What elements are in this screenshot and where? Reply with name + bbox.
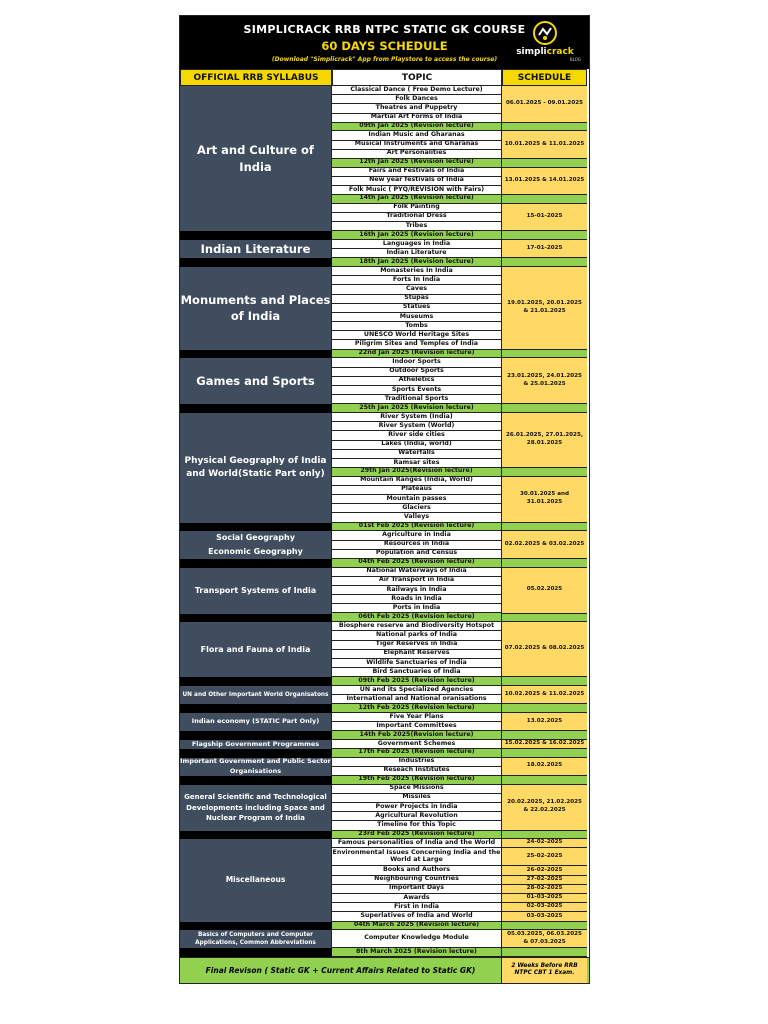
topic-cell: Piligrim Sites and Temples of India (332, 340, 502, 349)
schedule-column (502, 839, 587, 930)
topic-cell: Famous personalities of India and the World (332, 839, 502, 848)
schedule-cell: 06.01.2025 - 09.01.2025 (502, 86, 587, 123)
schedule-cell: 26-02-2025 (502, 866, 587, 875)
syllabus-section (180, 413, 589, 531)
syllabus-title: Indian economy (STATIC Part Only) (180, 713, 332, 731)
syllabus-title: Games and Sports (180, 358, 332, 404)
topic-column (332, 267, 502, 358)
topic-cell: Air Transport in India (332, 577, 502, 586)
column-header-syllabus: OFFICIAL RRB SYLLABUS (180, 69, 332, 86)
revision-schedule-cell (502, 231, 587, 240)
syllabus-section (180, 240, 589, 267)
section-divider (180, 258, 332, 267)
revision-lecture-cell: 29th Jan 2025(Revision lecture) (332, 468, 502, 477)
topic-cell: Fairs and Festivals of India (332, 168, 502, 177)
syllabus-title: Monuments and Places of India (180, 267, 332, 350)
topic-cell: Monasteries In India (332, 267, 502, 276)
section-divider (180, 704, 332, 713)
topic-cell: Art Personalities (332, 150, 502, 159)
syllabus-column (180, 267, 332, 358)
schedule-column (502, 686, 587, 713)
topic-cell: First in India (332, 903, 502, 912)
topic-cell: Biosphere reserve and Biodiversity Hotspot (332, 622, 502, 631)
schedule-subtitle: 60 DAYS SCHEDULE (321, 39, 448, 53)
topic-cell: Mountain Ranges (India, World) (332, 477, 502, 486)
topic-cell: Government Schemes (332, 740, 502, 749)
revision-lecture-cell: 04th March 2025 (Revision lecture) (332, 922, 502, 931)
syllabus-column (180, 622, 332, 686)
revision-lecture-cell: 12th Feb 2025 (Revision lecture) (332, 704, 502, 713)
topic-column (332, 531, 502, 567)
topic-cell: Ports in India (332, 604, 502, 613)
revision-schedule-cell (502, 704, 587, 713)
schedule-cell: 17-01-2025 (502, 240, 587, 258)
topic-column (332, 358, 502, 413)
revision-lecture-cell: 8th March 2025 (Revision lecture) (332, 948, 502, 957)
schedule-cell: 26.01.2025, 27.01.2025, 28.01.2025 (502, 413, 587, 468)
schedule-column (502, 930, 587, 957)
section-divider (180, 922, 332, 931)
revision-schedule-cell (502, 523, 587, 532)
topic-column (332, 740, 502, 758)
topic-cell: Awards (332, 894, 502, 903)
topic-column (332, 785, 502, 840)
final-revision-text: Final Revison ( Static GK + Current Affairs Related to Static GK) (180, 958, 502, 983)
topic-cell: Mountain passes (332, 495, 502, 504)
schedule-cell: 24-02-2025 (502, 839, 587, 848)
schedule-column (502, 413, 587, 531)
section-divider (180, 948, 332, 957)
section-divider (180, 404, 332, 413)
topic-cell: Folk Dances (332, 95, 502, 104)
topic-cell: Traditional Sports (332, 395, 502, 404)
revision-schedule-cell (502, 776, 587, 785)
section-divider (180, 731, 332, 740)
syllabus-section (180, 740, 589, 758)
topic-cell: Wildlife Sanctuaries of India (332, 659, 502, 668)
topic-cell: Valleys (332, 513, 502, 522)
final-revision-row (180, 957, 589, 983)
syllabus-section (180, 713, 589, 740)
schedule-cell: 01-03-2025 (502, 894, 587, 903)
syllabus-title: Flora and Fauna of India (180, 622, 332, 677)
schedule-cell: 10.01.2025 & 11.01.2025 (502, 131, 587, 159)
section-divider (180, 559, 332, 568)
syllabus-column (180, 686, 332, 713)
syllabus-title-part: Social Geography (216, 533, 295, 543)
topic-cell: Stupas (332, 295, 502, 304)
topic-cell: Computer Knowledge Module (332, 930, 502, 948)
topic-cell: River side cities (332, 431, 502, 440)
topic-cell: River System (India) (332, 413, 502, 422)
section-divider (180, 231, 332, 240)
topic-cell: UN and its Specialized Agencies (332, 686, 502, 695)
topic-cell: UNESCO World Heritage Sites (332, 331, 502, 340)
schedule-column (502, 86, 587, 240)
syllabus-title (180, 531, 332, 559)
schedule-column (502, 785, 587, 840)
revision-lecture-cell: 06th Feb 2025 (Revision lecture) (332, 613, 502, 622)
section-divider (180, 350, 332, 359)
topic-cell: Industries (332, 758, 502, 767)
schedule-cell: 05.03.2025, 06.03.2025 & 07.03.2025 (502, 930, 587, 948)
course-title: SIMPLICRACK RRB NTPC STATIC GK COURSE (243, 23, 526, 36)
topic-cell: Important Committees (332, 722, 502, 731)
section-divider (180, 677, 332, 686)
section-divider (180, 776, 332, 785)
syllabus-section (180, 358, 589, 413)
revision-schedule-cell (502, 195, 587, 204)
topic-cell: Glaciers (332, 504, 502, 513)
topic-cell: Indian Music and Gharanas (332, 131, 502, 140)
section-divider (180, 831, 332, 840)
topic-cell: Superlatives of India and World (332, 912, 502, 921)
syllabus-column (180, 713, 332, 740)
schedule-cell: 19.01.2025, 20.01.2025 & 21.01.2025 (502, 267, 587, 350)
topic-column (332, 758, 502, 785)
syllabus-title: Indian Literature (180, 240, 332, 258)
topic-cell: Museums (332, 313, 502, 322)
revision-schedule-cell (502, 922, 587, 931)
revision-schedule-cell (502, 123, 587, 132)
topic-cell: Forts In India (332, 276, 502, 285)
schedule-cell: 30.01.2025 and 31.01.2025 (502, 477, 587, 523)
topic-column (332, 86, 502, 240)
revision-schedule-cell (502, 749, 587, 758)
topic-cell: Timeline for this Topic (332, 821, 502, 830)
schedule-cell: 15-01-2025 (502, 204, 587, 232)
topic-cell: International and National oranisations (332, 695, 502, 704)
topic-cell: Languages in India (332, 240, 502, 249)
schedule-column (502, 267, 587, 358)
schedule-cell: 02.02.2025 & 03.02.2025 (502, 531, 587, 559)
syllabus-section (180, 531, 589, 567)
topic-cell: Sports Events (332, 386, 502, 395)
simplicrack-logo (509, 20, 581, 65)
schedule-cell: 25-02-2025 (502, 848, 587, 866)
schedule-cell: 15.02.2025 & 16.02.2025 (502, 740, 587, 749)
syllabus-section (180, 267, 589, 358)
syllabus-column (180, 413, 332, 531)
logo-mascot-icon (532, 20, 558, 46)
syllabus-title: Transport Systems of India (180, 568, 332, 614)
syllabus-column (180, 758, 332, 785)
revision-lecture-cell: 14th Feb 2025(Revision lecture) (332, 731, 502, 740)
topic-column (332, 413, 502, 531)
topic-cell: Folk Painting (332, 204, 502, 213)
topic-cell: Theatres and Puppetry (332, 104, 502, 113)
logo-blog-tag: BLOG (569, 57, 581, 62)
topic-cell: National Waterways of India (332, 568, 502, 577)
topic-cell: Indian Literature (332, 249, 502, 258)
topic-cell: Classical Dance ( Free Demo Lecture) (332, 86, 502, 95)
topic-cell: Folk Music ( PYQ/REVISION with Fairs) (332, 186, 502, 195)
topic-cell: Indoor Sports (332, 358, 502, 367)
revision-lecture-cell: 01st Feb 2025 (Revision lecture) (332, 523, 502, 532)
syllabus-section (180, 930, 589, 957)
topic-cell: Reseach Institutes (332, 767, 502, 776)
topic-column (332, 622, 502, 686)
topic-column (332, 686, 502, 713)
topic-column (332, 930, 502, 957)
syllabus-title: Art and Culture of India (180, 86, 332, 231)
syllabus-title: General Scientific and Technological Developments including Space and Nuclear Program of India (180, 785, 332, 831)
schedule-cell: 02-03-2025 (502, 903, 587, 912)
revision-schedule-cell (502, 350, 587, 359)
revision-lecture-cell: 25th Jan 2025 (Revision lecture) (332, 404, 502, 413)
header-banner (180, 16, 589, 69)
revision-lecture-cell: 09th Feb 2025 (Revision lecture) (332, 677, 502, 686)
schedule-column (502, 713, 587, 740)
syllabus-title: Important Government and Public Sector Organisations (180, 757, 331, 775)
topic-cell: Atheletics (332, 377, 502, 386)
topic-cell: Railways in India (332, 586, 502, 595)
topic-cell: Elephant Reserves (332, 650, 502, 659)
revision-schedule-cell (502, 948, 587, 957)
topic-cell: New year festivals of India (332, 177, 502, 186)
topic-cell: Plateaus (332, 486, 502, 495)
topic-cell: River System (World) (332, 422, 502, 431)
section-divider (180, 523, 332, 532)
revision-schedule-cell (502, 404, 587, 413)
syllabus-column (180, 785, 332, 840)
column-header-schedule: SCHEDULE (502, 69, 587, 86)
syllabus-section (180, 622, 589, 686)
revision-lecture-cell: 09th Jan 2025 (Revision lecture) (332, 123, 502, 132)
section-divider (180, 614, 332, 623)
schedule-cell: 05.02.2025 (502, 568, 587, 614)
topic-cell: Bird Sanctuaries of India (332, 668, 502, 677)
revision-lecture-cell: 14th Jan 2025 (Revision lecture) (332, 195, 502, 204)
topic-column (332, 240, 502, 267)
revision-lecture-cell: 19th Feb 2025 (Revision lecture) (332, 776, 502, 785)
revision-schedule-cell (502, 559, 587, 568)
revision-lecture-cell: 12th Jan 2025 (Revision lecture) (332, 159, 502, 168)
schedule-column (502, 568, 587, 623)
logo-wordmark: simplicrack (516, 47, 574, 57)
revision-lecture-cell: 16th Jan 2025 (Revision lecture) (332, 231, 502, 240)
topic-cell: Environmental Issues Concerning India and the World at Large (332, 848, 502, 866)
column-header-topic: TOPIC (332, 69, 502, 86)
schedule-cell: 18.02.2025 (502, 758, 587, 776)
syllabus-title: Flagship Government Programmes (180, 740, 332, 749)
topic-cell: Waterfalls (332, 450, 502, 459)
syllabus-title-part: Economic Geography (208, 547, 303, 557)
syllabus-section (180, 568, 589, 623)
schedule-cell: 27-02-2025 (502, 876, 587, 885)
schedule-column (502, 622, 587, 686)
topic-cell: Traditional Dress (332, 213, 502, 222)
schedule-column (502, 758, 587, 785)
topic-cell: Musical Instruments and Gharanas (332, 141, 502, 150)
topic-cell: National parks of India (332, 631, 502, 640)
schedule-body (180, 86, 589, 957)
revision-schedule-cell (502, 468, 587, 477)
topic-column (332, 839, 502, 930)
syllabus-column (180, 358, 332, 413)
topic-cell: Population and Census (332, 550, 502, 559)
topic-cell: Resources in India (332, 541, 502, 550)
topic-cell: Five Year Plans (332, 713, 502, 722)
download-note: (Download "Simplicrack" App from Playstore to access the course) (271, 56, 498, 63)
topic-cell: Tiger Reserves in India (332, 641, 502, 650)
syllabus-section (180, 839, 589, 930)
schedule-sheet (179, 15, 590, 984)
schedule-column (502, 740, 587, 758)
revision-schedule-cell (502, 614, 587, 623)
schedule-cell: 20.02.2025, 21.02.2025 & 22.02.2025 (502, 785, 587, 831)
syllabus-title: UN and Other Important World Organisatons (180, 686, 332, 704)
schedule-column (502, 240, 587, 267)
schedule-cell: 28-02-2025 (502, 885, 587, 894)
topic-cell: Caves (332, 285, 502, 294)
syllabus-column (180, 930, 332, 957)
syllabus-section (180, 86, 589, 240)
topic-cell: Agriculture in India (332, 531, 502, 540)
revision-schedule-cell (502, 731, 587, 740)
topic-cell: Ramsar sites (332, 459, 502, 468)
topic-cell: Important Days (332, 885, 502, 894)
syllabus-title: Physical Geography of India and World(Static Part only) (180, 413, 332, 523)
syllabus-column (180, 531, 332, 567)
revision-lecture-cell: 17th Feb 2025 (Revision lecture) (332, 749, 502, 758)
topic-cell: Books and Authors (332, 866, 502, 875)
syllabus-column (180, 740, 332, 758)
topic-column (332, 568, 502, 623)
revision-lecture-cell: 22nd Jan 2025 (Revision lecture) (332, 350, 502, 359)
syllabus-column (180, 839, 332, 930)
syllabus-section (180, 785, 589, 840)
syllabus-title: Basics of Computers and Computer Applications, Common Abbreviations (180, 930, 332, 948)
schedule-cell: 10.02.2025 & 11.02.2025 (502, 686, 587, 704)
revision-schedule-cell (502, 159, 587, 168)
schedule-cell: 07.02.2025 & 08.02.2025 (502, 622, 587, 677)
final-revision-schedule: 2 Weeks Before RRB NTPC CBT 1 Exam. (502, 958, 587, 983)
syllabus-section (180, 686, 589, 713)
topic-cell: Agricultural Revolution (332, 812, 502, 821)
revision-lecture-cell: 04th Feb 2025 (Revision lecture) (332, 559, 502, 568)
syllabus-column (180, 568, 332, 623)
topic-cell: Lakes (India, world) (332, 441, 502, 450)
revision-lecture-cell: 18th Jan 2025 (Revision lecture) (332, 258, 502, 267)
topic-cell: Neighbouring Countries (332, 876, 502, 885)
revision-schedule-cell (502, 677, 587, 686)
topic-cell: Outdoor Sports (332, 368, 502, 377)
section-divider (180, 749, 332, 758)
syllabus-column (180, 86, 332, 240)
topic-column (332, 713, 502, 740)
topic-cell: Statues (332, 304, 502, 313)
revision-lecture-cell: 23rd Feb 2025 (Revision lecture) (332, 831, 502, 840)
revision-schedule-cell (502, 258, 587, 267)
schedule-cell: 13.02.2025 (502, 713, 587, 731)
syllabus-section (180, 758, 589, 785)
schedule-cell: 13.01.2025 & 14.01.2025 (502, 168, 587, 196)
topic-cell: Power Projects in India (332, 803, 502, 812)
schedule-column (502, 358, 587, 413)
syllabus-title: Miscellaneous (180, 839, 332, 921)
revision-schedule-cell (502, 831, 587, 840)
topic-cell: Martial Art Forms of India (332, 114, 502, 123)
schedule-cell: 03-03-2025 (502, 912, 587, 921)
schedule-column (502, 531, 587, 567)
topic-cell: Roads in India (332, 595, 502, 604)
schedule-cell: 23.01.2025, 24.01.2025 & 25.01.2025 (502, 358, 587, 404)
topic-cell: Tribes (332, 222, 502, 231)
topic-cell: Missiles (332, 794, 502, 803)
topic-cell: Tombs (332, 322, 502, 331)
schedule-table (180, 69, 589, 86)
topic-cell: Space Missions (332, 785, 502, 794)
syllabus-column (180, 240, 332, 267)
